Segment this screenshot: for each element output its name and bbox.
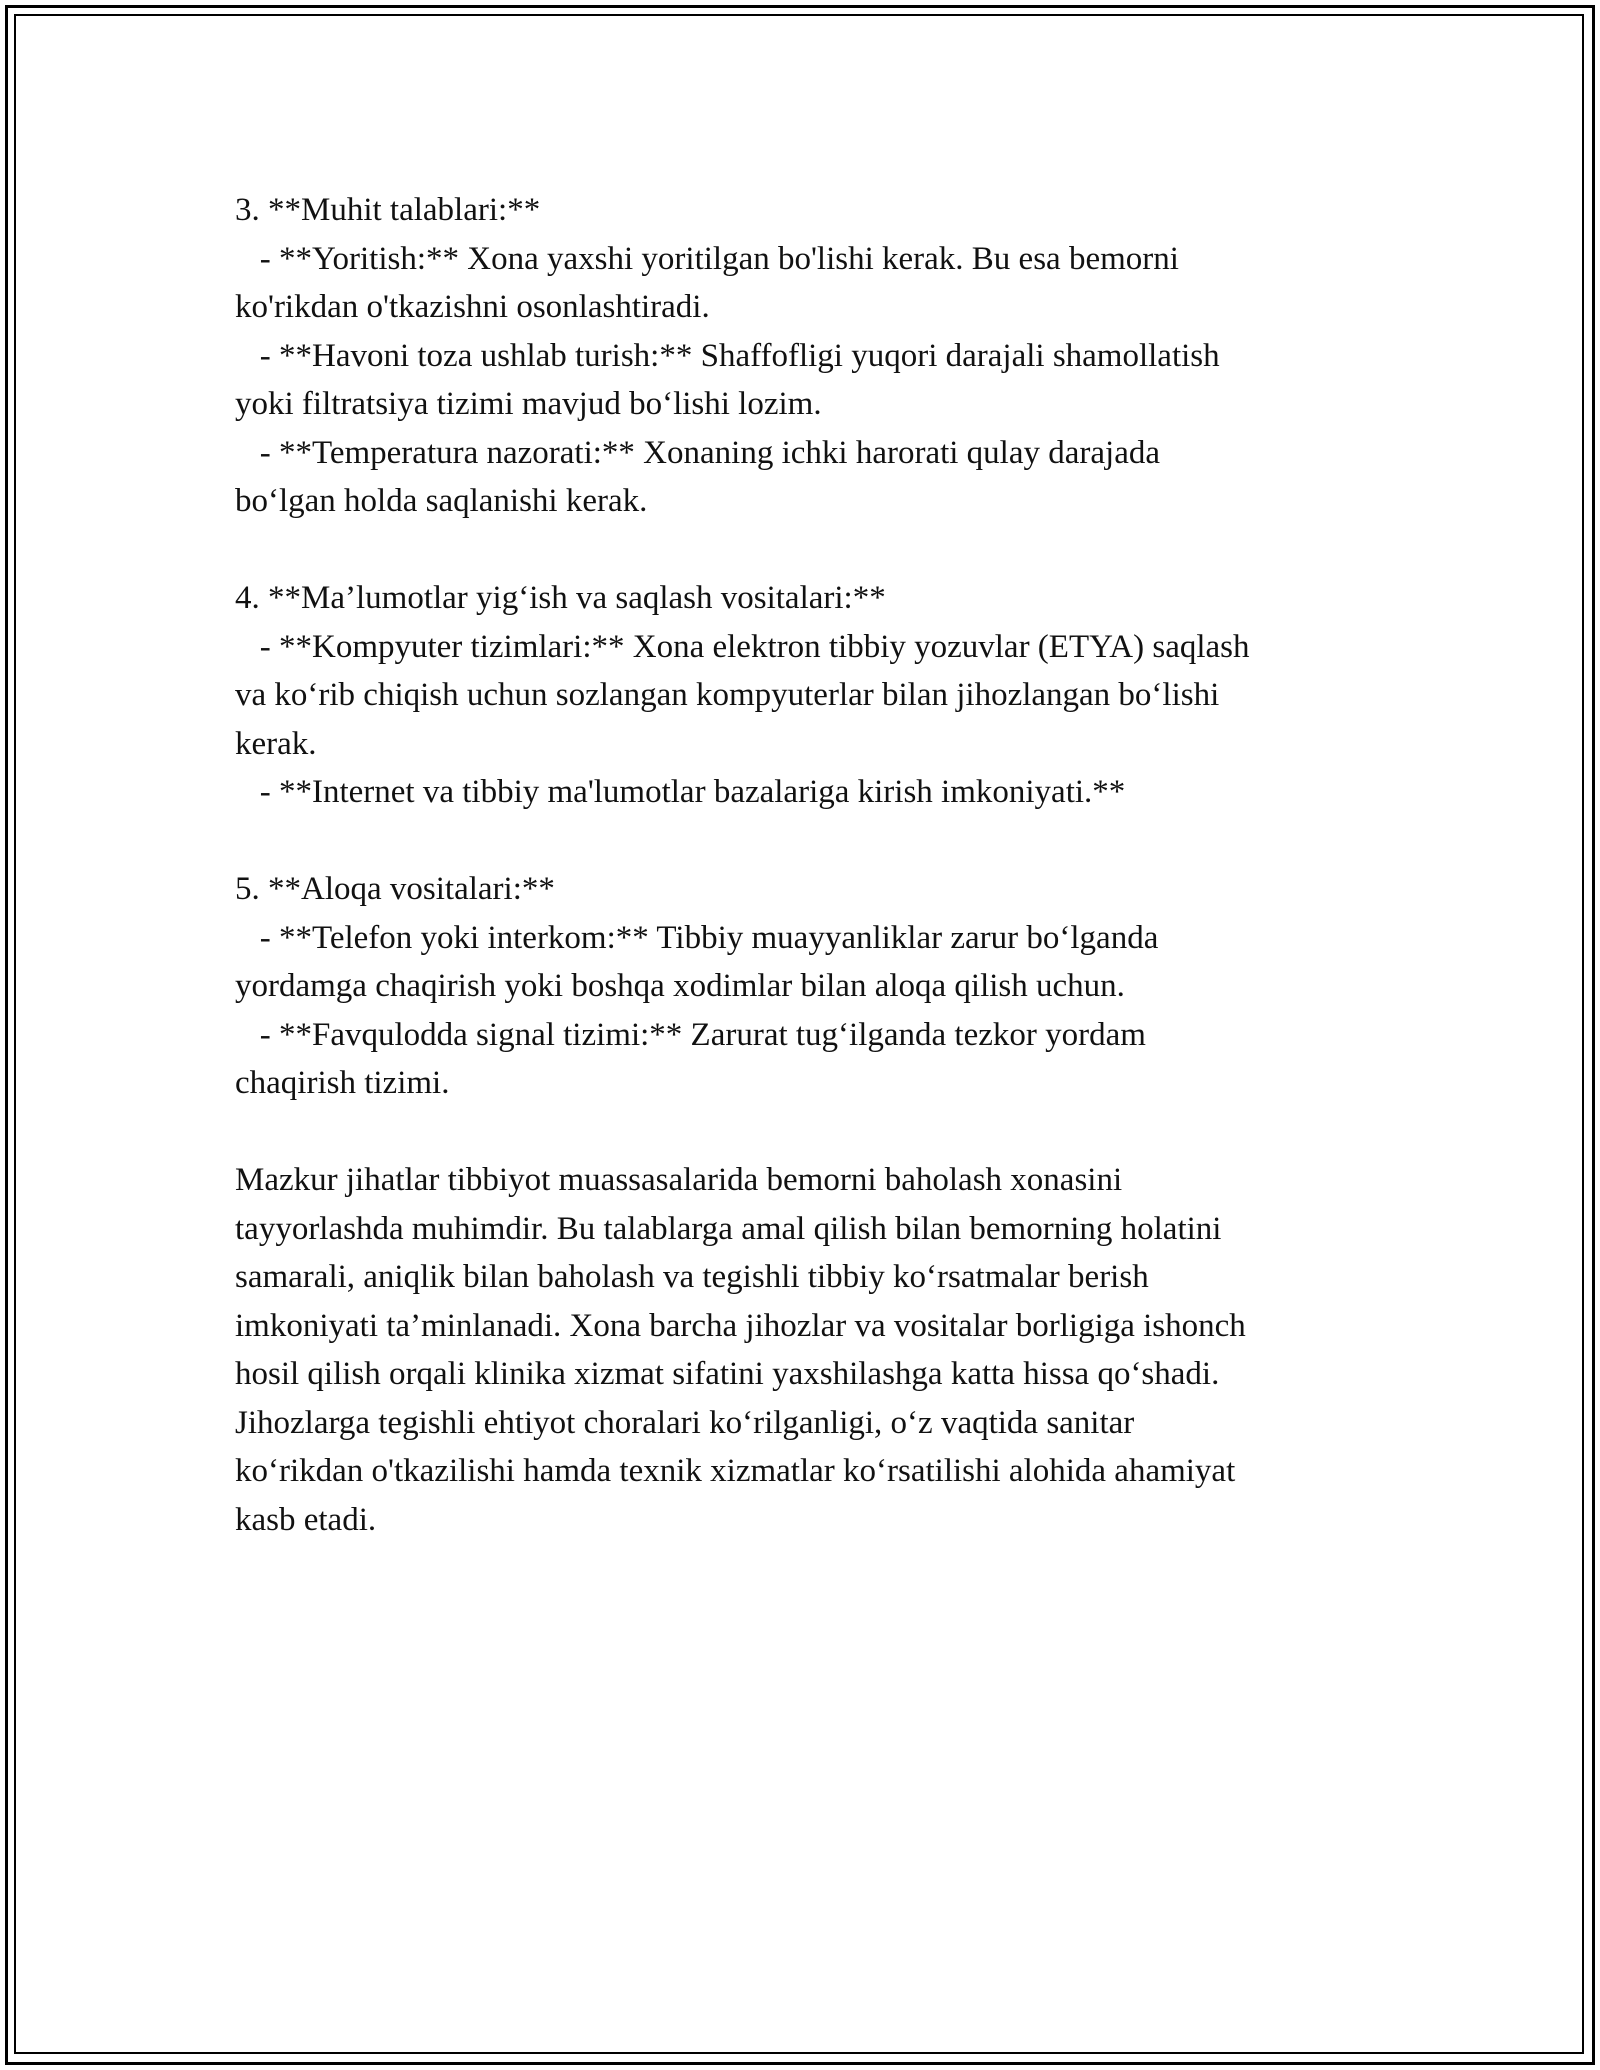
list-item-text: va ko‘rib chiqish uchun sozlangan kompyuterlar bilan jihozlangan bo‘lishi <box>235 677 1220 713</box>
section-data-tools <box>235 574 1395 817</box>
list-item-text: chaqirish tizimi. <box>235 1065 450 1101</box>
list-item-text: - **Telefon yoki interkom:** Tibbiy muayyanliklar zarur bo‘lganda <box>235 919 1159 956</box>
paragraph-spacer <box>235 817 1395 866</box>
document-body <box>235 186 1395 1544</box>
section-heading: 4. **Ma’lumotlar yig‘ish va saqlash vositalari:** <box>235 580 886 616</box>
paragraph-line: Jihozlarga tegishli ehtiyot choralari ko‘rilganligi, o‘z vaqtida sanitar <box>235 1404 1135 1441</box>
section-heading: 3. **Muhit talablari:** <box>235 192 541 228</box>
paragraph-spacer <box>235 1108 1395 1157</box>
list-item-text: - **Temperatura nazorati:** Xonaning ichki harorati qulay darajada <box>235 434 1160 471</box>
section-environment-requirements <box>235 186 1395 526</box>
list-item-text: - **Yoritish:** Xona yaxshi yoritilgan bo'lishi kerak. Bu esa bemorni <box>235 240 1179 277</box>
list-item-text: - **Internet va tibbiy ma'lumotlar bazalariga kirish imkoniyati.** <box>235 774 1126 810</box>
paragraph-line: samarali, aniqlik bilan baholash va tegishli tibbiy ko‘rsatmalar berish <box>235 1259 1149 1295</box>
list-item-text: - **Kompyuter tizimlari:** Xona elektron tibbiy yozuvlar (ETYA) saqlash <box>235 628 1250 665</box>
paragraph-line: kasb etadi. <box>235 1501 377 1538</box>
list-item-text: yordamga chaqirish yoki boshqa xodimlar bilan aloqa qilish uchun. <box>235 968 1125 1004</box>
list-item-text: yoki filtratsiya tizimi mavjud bo‘lishi lozim. <box>235 386 822 422</box>
list-item-text: - **Havoni toza ushlab turish:** Shaffofligi yuqori darajali shamollatish <box>235 337 1220 374</box>
paragraph-line: imkoniyati ta’minlanadi. Xona barcha jihozlar va vositalar borligiga ishonch <box>235 1307 1246 1344</box>
paragraph-line: tayyorlashda muhimdir. Bu talablarga amal qilish bilan bemorning holatini <box>235 1210 1222 1247</box>
section-heading: 5. **Aloqa vositalari:** <box>235 871 555 907</box>
paragraph-line: hosil qilish orqali klinika xizmat sifatini yaxshilashga katta hissa qo‘shadi. <box>235 1356 1220 1392</box>
list-item-text: ko'rikdan o'tkazishni osonlashtiradi. <box>235 289 710 325</box>
paragraph-line: Mazkur jihatlar tibbiyot muassasalarida bemorni baholash xonasini <box>235 1162 1123 1198</box>
list-item-text: bo‘lgan holda saqlanishi kerak. <box>235 483 648 519</box>
conclusion-paragraph <box>235 1156 1395 1544</box>
section-communication-tools <box>235 865 1395 1108</box>
list-item-text: kerak. <box>235 725 317 762</box>
paragraph-spacer <box>235 526 1395 575</box>
paragraph-line: ko‘rikdan o'tkazilishi hamda texnik xizmatlar ko‘rsatilishi alohida ahamiyat <box>235 1453 1236 1489</box>
list-item-text: - **Favqulodda signal tizimi:** Zarurat tug‘ilganda tezkor yordam <box>235 1016 1146 1053</box>
